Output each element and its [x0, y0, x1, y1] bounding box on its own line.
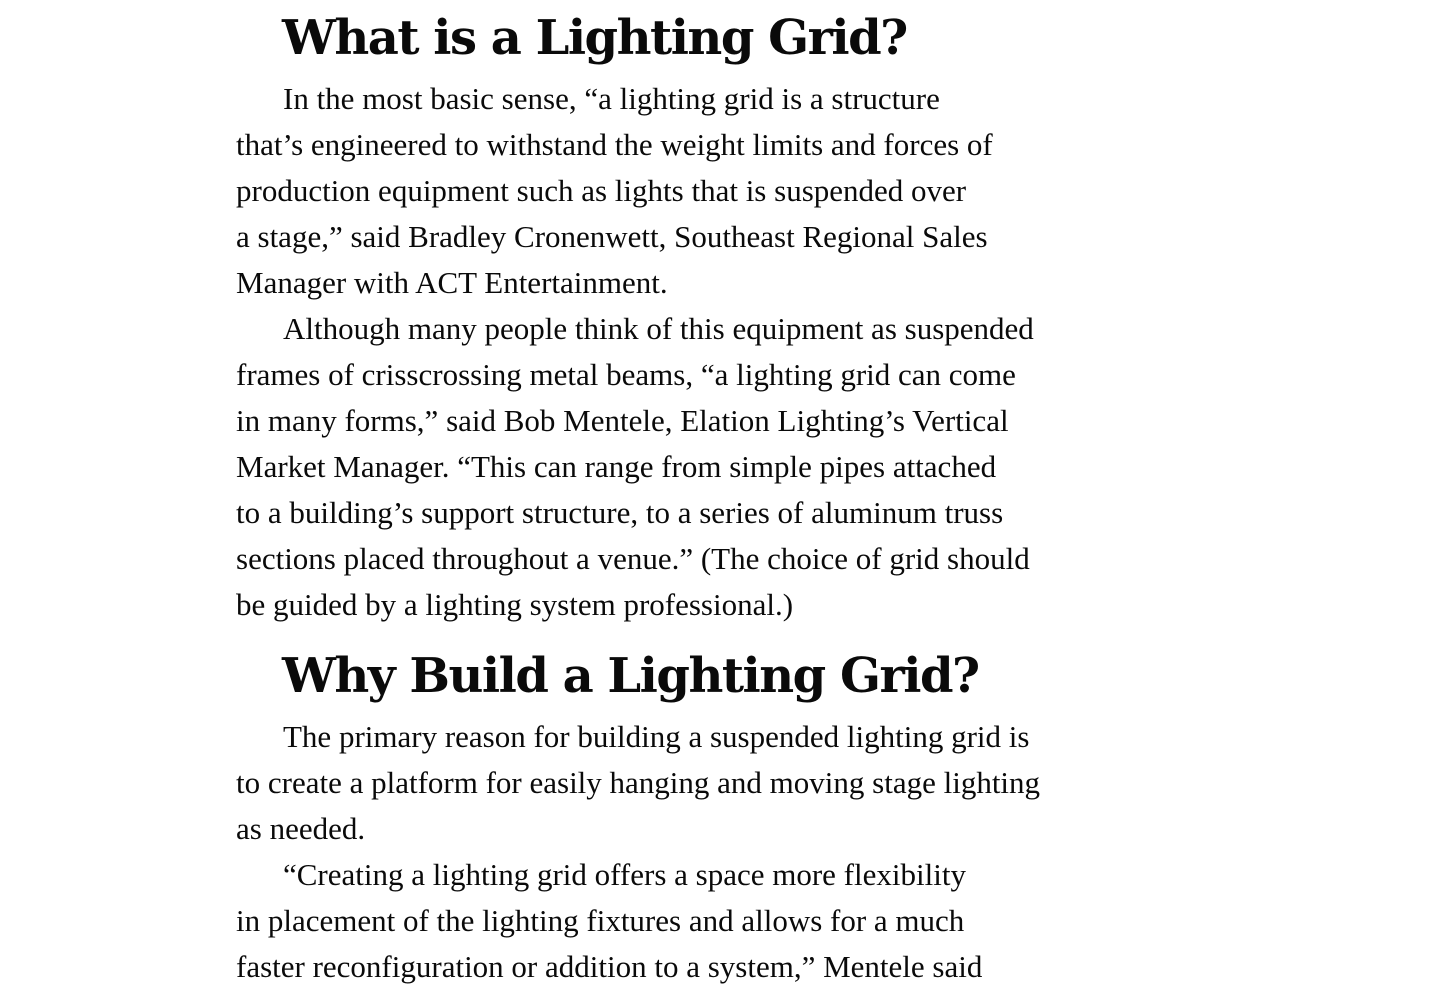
text-line: a stage,” said Bradley Cronenwett, Southeast Regional Sales	[236, 219, 988, 254]
text-line: “Creating a lighting grid offers a space more flexibility	[283, 857, 966, 892]
article-section	[236, 650, 1236, 990]
text-line: frames of crisscrossing metal beams, “a lighting grid can come	[236, 357, 1016, 392]
section-heading: What is a Lighting Grid?	[282, 10, 907, 66]
paragraph	[236, 306, 1236, 628]
text-line: to create a platform for easily hanging and moving stage lighting	[236, 765, 1041, 800]
text-line: production equipment such as lights that is suspended over	[236, 173, 967, 208]
section-heading: Why Build a Lighting Grid?	[282, 648, 979, 704]
text-line: In the most basic sense, “a lighting grid is a structure	[283, 81, 940, 116]
paragraph	[236, 852, 1236, 990]
text-line: Market Manager. “This can range from simple pipes attached	[236, 449, 997, 484]
text-line: to a building’s support structure, to a series of aluminum truss	[236, 495, 1004, 530]
text-line: sections placed throughout a venue.” (The choice of grid should	[236, 541, 1030, 576]
text-line: The primary reason for building a suspended lighting grid is	[283, 719, 1030, 754]
text-line: Although many people think of this equipment as suspended	[283, 311, 1034, 346]
article-section	[236, 12, 1236, 628]
paragraph	[236, 714, 1236, 852]
text-line: that’s engineered to withstand the weight limits and forces of	[236, 127, 993, 162]
text-line: as needed.	[236, 811, 366, 846]
paragraph	[236, 76, 1236, 306]
text-line: in placement of the lighting fixtures and allows for a much	[236, 903, 965, 938]
text-line: faster reconfiguration or addition to a system,” Mentele said	[236, 949, 983, 984]
text-line: in many forms,” said Bob Mentele, Elation Lighting’s Vertical	[236, 403, 1009, 438]
text-line: be guided by a lighting system professional.)	[236, 587, 794, 622]
article	[236, 0, 1236, 990]
text-line: Manager with ACT Entertainment.	[236, 265, 668, 300]
